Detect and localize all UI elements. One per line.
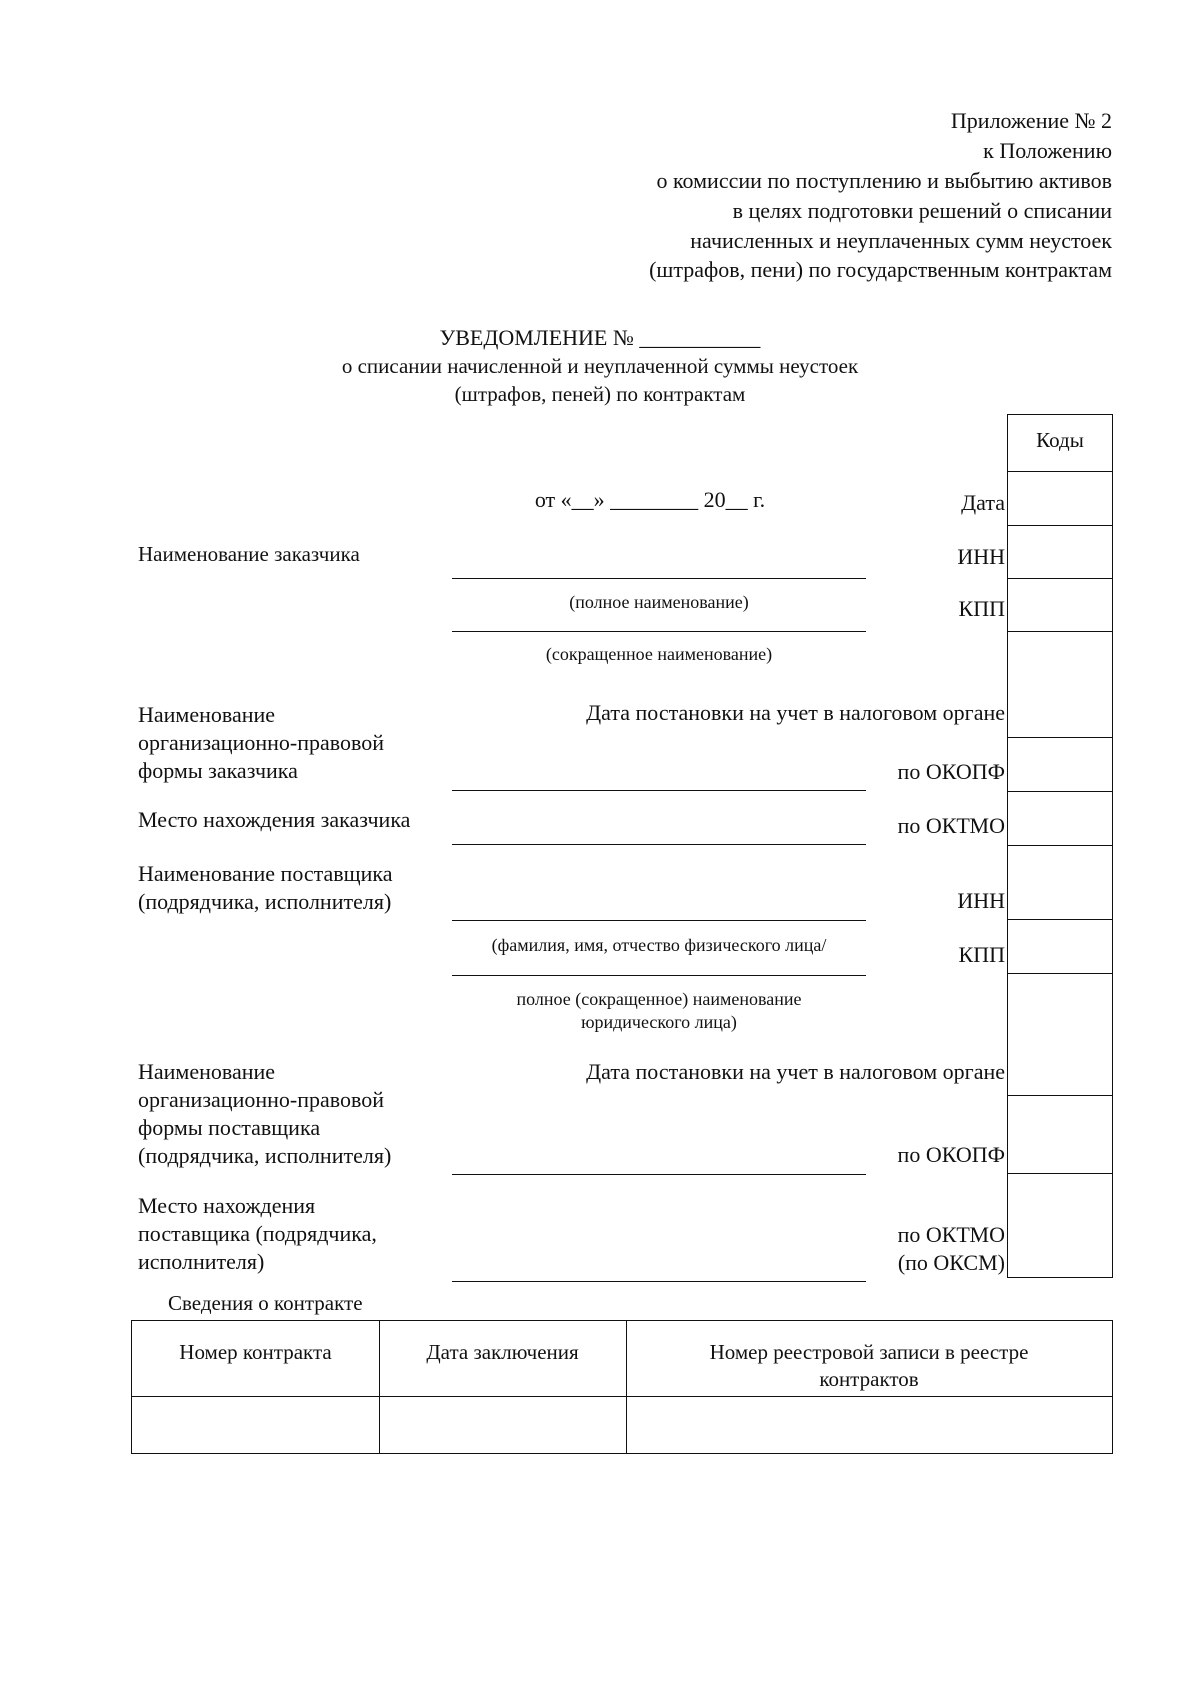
appendix-line-1: о комиссии по поступлению и выбытию активов (656, 168, 1112, 193)
code-label-kpp-customer: КПП (958, 596, 1005, 621)
fill-line-supplier-location[interactable] (452, 1281, 866, 1282)
appendix-to-regulation: к Положению (983, 138, 1112, 163)
code-label-inn-supplier: ИНН (957, 888, 1005, 913)
appendix-line-3: начисленных и неуплаченных сумм неустоек (690, 228, 1112, 253)
contract-col-number: Номер контракта (179, 1340, 332, 1364)
label-supplier-location: Место нахождения поставщика (подрядчика, исполнителя) (138, 1193, 377, 1274)
hint-supplier-legal-entity: полное (сокращенное) наименование юридического лица) (516, 989, 802, 1032)
fill-line-customer-location[interactable] (452, 844, 866, 845)
code-label-okopf-supplier: по ОКОПФ (897, 1142, 1005, 1167)
fill-line-supplier-name-2[interactable] (452, 975, 866, 976)
hint-full-name: (полное наименование) (569, 592, 749, 612)
contract-col-date: Дата заключения (426, 1340, 579, 1364)
fill-line-supplier-legal-form[interactable] (452, 1174, 866, 1175)
code-label-reg-date-supplier: Дата постановки на учет в налоговом органе (586, 1059, 1005, 1084)
contract-cell-registry[interactable] (626, 1398, 1112, 1453)
notice-date-line: от «__» ________ 20__ г. (534, 487, 766, 512)
code-label-inn-customer: ИНН (957, 544, 1005, 569)
appendix-line-2: в целях подготовки решений о списании (732, 198, 1112, 223)
label-supplier-name: Наименование поставщика (подрядчика, исполнителя) (138, 861, 393, 914)
fill-line-supplier-name[interactable] (452, 920, 866, 921)
hint-supplier-person: (фамилия, имя, отчество физического лица/ (491, 935, 827, 955)
fill-line-customer-full-name[interactable] (452, 578, 866, 579)
contract-table (131, 1320, 1113, 1454)
hint-short-name: (сокращенное наименование) (545, 644, 773, 664)
code-label-reg-date-customer: Дата постановки на учет в налоговом органе (586, 700, 1005, 725)
code-label-okopf-customer: по ОКОПФ (897, 759, 1005, 784)
fill-line-customer-legal-form[interactable] (452, 790, 866, 791)
notice-title-sub-2: (штрафов, пеней) по контрактам (454, 382, 746, 406)
contract-cell-date[interactable] (379, 1398, 626, 1453)
appendix-line-4: (штрафов, пени) по государственным контрактам (649, 257, 1112, 282)
code-label-oktmo-oksm-supplier: по ОКТМО (по ОКСМ) (897, 1222, 1005, 1275)
label-customer-name: Наименование заказчика (138, 542, 360, 566)
code-label-kpp-supplier: КПП (958, 942, 1005, 967)
notice-title-sub-1: о списании начисленной и неуплаченной суммы неустоек (341, 354, 859, 378)
contract-section-title: Сведения о контракте (168, 1291, 363, 1315)
label-supplier-legal-form: Наименование организационно-правовой формы поставщика (подрядчика, исполнителя) (138, 1059, 392, 1168)
label-customer-location: Место нахождения заказчика (138, 807, 411, 832)
contract-cell-number[interactable] (132, 1398, 379, 1453)
appendix-number: Приложение № 2 (950, 108, 1112, 133)
codes-column (1007, 414, 1113, 1278)
fill-line-customer-short-name[interactable] (452, 631, 866, 632)
contract-col-registry: Номер реестровой записи в реестре контрактов (709, 1340, 1029, 1391)
label-customer-legal-form: Наименование организационно-правовой формы заказчика (138, 702, 384, 783)
codes-header: Коды (1036, 428, 1084, 452)
notice-title-main: УВЕДОМЛЕНИЕ № ___________ (439, 325, 761, 350)
code-label-date: Дата (961, 490, 1005, 515)
code-label-oktmo-customer: по ОКТМО (897, 813, 1005, 838)
